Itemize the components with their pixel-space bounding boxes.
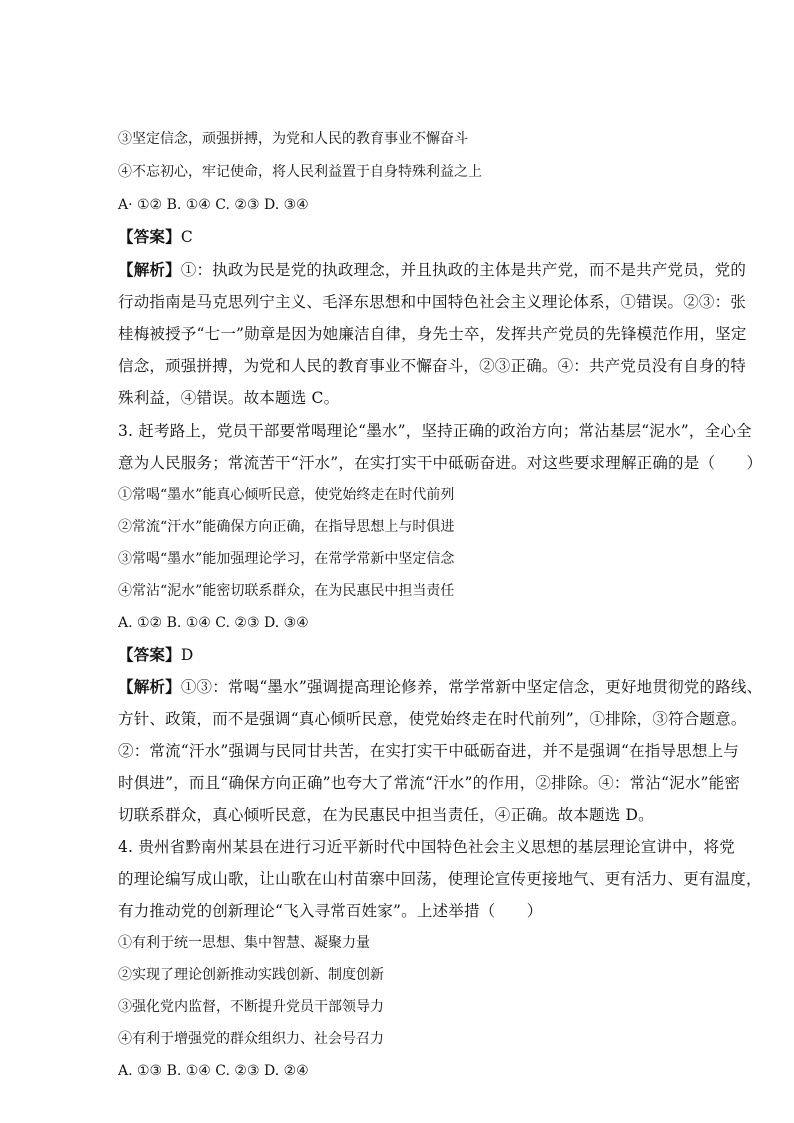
q3-option-3: ③常喝“墨水”能加强理论学习，在常学常新中坚定信念: [118, 551, 455, 567]
q4-stem-line: 4. 贵州省黔南州某县在进行习近平新时代中国特色社会主义思想的基层理论宣讲中，将党: [118, 838, 735, 856]
q2-analysis-line: 信念，顽强拼搏，为党和人民的教育事业不懈奋斗，②③正确。④：共产党员没有自身的特: [118, 357, 747, 375]
q3-analysis-line: 方针、政策，而不是强调“真心倾听民意，使党始终走在时代前列”，①排除，③符合题意。: [118, 710, 747, 728]
q2-option-4: ④不忘初心，牢记使命，将人民利益置于自身特殊利益之上: [118, 164, 482, 180]
q4-option-2: ②实现了理论创新推动实践创新、制度创新: [118, 967, 384, 983]
q2-analysis-line: 行动指南是马克思列宁主义、毛泽东思想和中国特色社会主义理论体系，①错误。②③：张: [118, 293, 747, 311]
q3-option-4: ④常沾“泥水”能密切联系群众，在为民惠民中担当责任: [118, 583, 455, 599]
analysis-text: ①③：常喝“墨水”强调提高理论修养，常学常新中坚定信念，更好地贯彻党的路线、: [180, 678, 763, 696]
q3-analysis-line: 时俱进”，而且“确保方向正确”也夸大了常流“汗水”的作用，②排除。④：常沾“泥水”能密: [118, 774, 741, 792]
q2-answer: [118, 227, 193, 247]
q3-choices: A. ①② B. ①④ C. ②③ D. ③④: [118, 615, 309, 631]
q3-analysis-line: 切联系群众，真心倾听民意，在为民惠民中担当责任，④正确。故本题选 D。: [118, 806, 654, 824]
q3-stem-line: 3. 赶考路上，党员干部要常喝理论“墨水”，坚持正确的政治方向；常沾基层“泥水”，全心全: [118, 422, 752, 440]
answer-label: 【答案】: [118, 645, 181, 664]
analysis-label: 【解析】: [118, 677, 181, 696]
q4-option-4: ④有利于增强党的群众组织力、社会号召力: [118, 1031, 384, 1047]
q4-option-1: ①有利于统一思想、集中智慧、凝聚力量: [118, 935, 370, 951]
q4-option-3: ③强化党内监督，不断提升党员干部领导力: [118, 999, 384, 1015]
q4-stem-line: 的理论编写成山歌，让山歌在山村苗寨中回荡，使理论宣传更接地气、更有活力、更有温度，: [118, 870, 762, 888]
q3-option-2: ②常流“汗水”能确保方向正确，在指导思想上与时俱进: [118, 519, 455, 535]
q2-option-3: ③坚定信念，顽强拼搏，为党和人民的教育事业不懈奋斗: [118, 131, 468, 147]
q3-option-1: ①常喝“墨水”能真心倾听民意，使党始终走在时代前列: [118, 487, 455, 503]
q4-stem-line: 有力推动党的创新理论“飞入寻常百姓家”。上述举措（ ）: [118, 902, 543, 920]
analysis-text: ①：执政为民是党的执政理念，并且执政的主体是共产党，而不是共产党员，党的: [180, 261, 747, 279]
q3-analysis-line: [118, 677, 762, 697]
q2-analysis-line: 殊利益，④错误。故本题选 C。: [118, 389, 340, 407]
q4-choices: A. ①③ B. ①④ C. ②③ D. ②④: [118, 1063, 309, 1079]
q3-stem-line: 意为人民服务；常流苦干“汗水”，在实打实干中砥砺奋进。对这些要求理解正确的是（ ）: [118, 454, 763, 472]
q3-answer: [118, 645, 193, 665]
q2-choices: A· ①② B. ①④ C. ②③ D. ③④: [118, 197, 309, 213]
answer-label: 【答案】: [118, 227, 181, 246]
answer-value: D: [180, 646, 194, 664]
q3-analysis-line: ②：常流“汗水”强调与民同甘共苦，在实打实干中砥砺奋进，并不是强调“在指导思想上与: [118, 742, 739, 760]
analysis-label: 【解析】: [118, 260, 181, 279]
q2-analysis-line: 桂梅被授予“七一”勋章是因为她廉洁自律，身先士卒，发挥共产党员的先锋模范作用，坚定: [118, 325, 747, 343]
answer-value: C: [180, 228, 193, 246]
q2-analysis-line: [118, 260, 746, 280]
